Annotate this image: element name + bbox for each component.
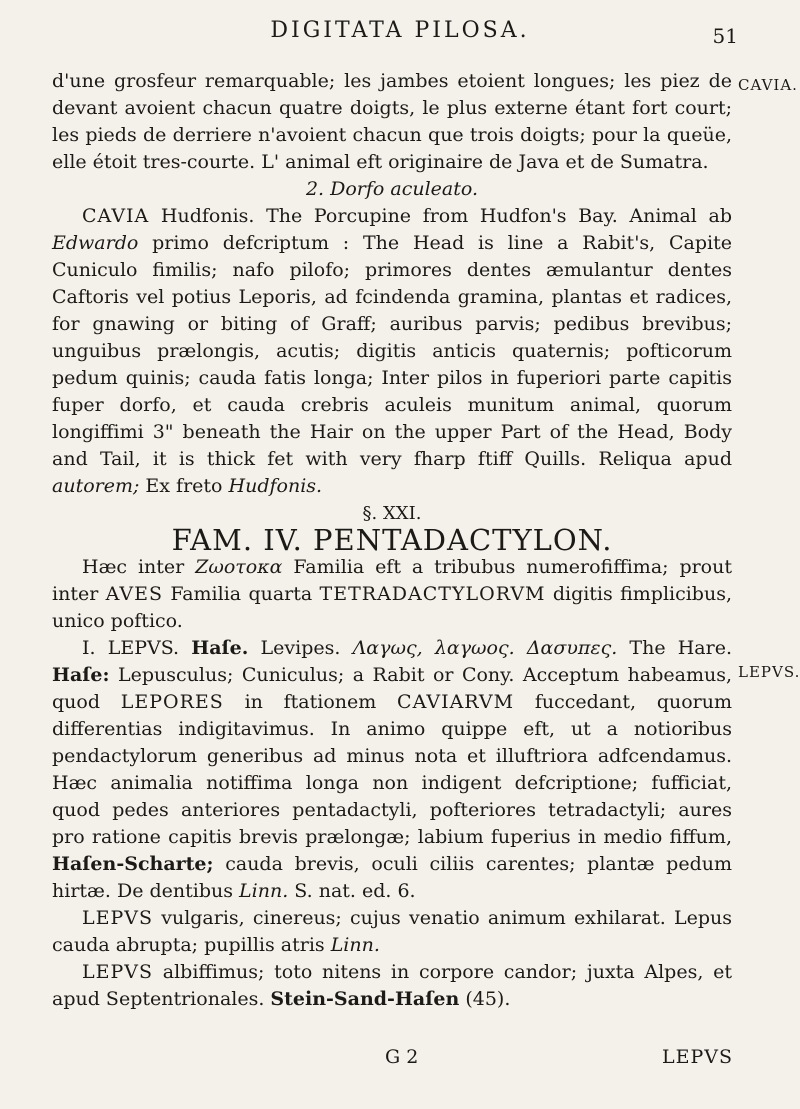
lepus-heading: I. LEPVS. bbox=[82, 637, 180, 659]
margin-note-cavia: CAVIA. bbox=[738, 76, 798, 94]
cavia-text-2: primo defcriptum : The Head is line a Rabit's, Capite Cuniculo fimilis; nafo pilofo; primores dentes æmulantur dentes Caftoris vel potius Leporis, ad fcindenda gramina, plantas et radices, for gnawing or biting of Graff; auribus parvis; pedibus brevibus; unguibus prælongis, acutis; digitis anticis quaternis; pofticorum pedum quinis; cauda fatis longa; Inter pilos in fuperiori parte capitis fuper dorfo, et cauda crebris aculeis munitum animal, quorum longiffimi 3" beneath the Hair on the upper Part of the Head, Body and Tail, it is thick fet with very fharp ftiff Quills. Reliqua apud bbox=[52, 232, 732, 470]
paragraph-cavia bbox=[52, 203, 732, 500]
vulgaris-text: vulgaris, cinereus; cujus venatio animum exhilarat. Lepus cauda abrupta; pupillis atris bbox=[52, 907, 732, 956]
section-mark: §. XXI. bbox=[362, 503, 422, 524]
lepus-text-2: The Hare. bbox=[617, 637, 732, 659]
running-head: DIGITATA PILOSA. bbox=[270, 18, 530, 43]
tetra-term: TETRADACTYLORVM bbox=[319, 583, 546, 605]
margin-note-lepus: LEPVS. bbox=[738, 663, 800, 681]
fam-text-4: digitis fimplicibus, unico poftico. bbox=[52, 583, 733, 632]
signature-mark: G 2 bbox=[385, 1046, 419, 1068]
stein-sand-hasen-term: Stein-Sand-Haſen bbox=[270, 988, 460, 1010]
fam-text-2: Familia eft a tribubus numerofiffima; prout inter bbox=[52, 556, 732, 605]
vulgaris-lead: LEPVS bbox=[82, 907, 154, 929]
haſe-term: Haſe. bbox=[191, 637, 249, 659]
lepus-text-3: Lepusculus; Cuniculus; a Rabit or Cony. Acceptum habeamus, quod bbox=[52, 664, 732, 713]
edwardo-ref: Edwardo bbox=[52, 232, 139, 254]
lepus-text-4: in ftationem bbox=[223, 691, 398, 713]
body-text bbox=[52, 68, 732, 1013]
albissimus-text: albiffimus; toto nitens in corpore candor; juxta Alpes, et apud Septentrionales. bbox=[52, 961, 732, 1010]
albissimus-lead: LEPVS bbox=[82, 961, 154, 983]
page-number: 51 bbox=[712, 24, 738, 48]
paragraph-family bbox=[52, 554, 732, 635]
vulgaris-linn-ref: Linn. bbox=[330, 934, 380, 956]
lepus-text-7: S. nat. ed. 6. bbox=[288, 880, 416, 902]
greek-term: Ζωοτοκα bbox=[195, 556, 283, 578]
paragraph-lepus bbox=[52, 635, 732, 905]
catchword: LEPVS bbox=[662, 1046, 734, 1068]
haſe-term-2: Haſe: bbox=[52, 664, 110, 686]
lepus-text-6: cauda brevis, oculi ciliis carentes; plantæ pedum hirtæ. De dentibus bbox=[52, 853, 732, 902]
autorem-ref: autorem; bbox=[52, 475, 140, 497]
fam-text-1: Hæc inter bbox=[82, 556, 196, 578]
lepus-text-5: fuccedant, quorum differentias indigitavimus. In animo quippe eft, ut a notioribus pendactylorum generibus ad minus nota et illuftriora adfcendamus. Hæc animalia notiffima longa non indigent defcriptione; fufficiat, quod pedes anteriores pentadactyli, pofteriores tetradactyli; aures pro ratione capitis brevis prælongæ; labium fuperius in medio fiffum, bbox=[52, 691, 733, 848]
lepus-text-1: Levipes. bbox=[248, 637, 353, 659]
cavia-text-3: Ex freto bbox=[139, 475, 229, 497]
caviarum-term: CAVIARVM bbox=[397, 691, 515, 713]
aves-term: AVES bbox=[105, 583, 163, 605]
fam-text-3: Familia quarta bbox=[163, 583, 320, 605]
hudsonis-ref: Hudfonis. bbox=[228, 475, 323, 497]
albissimus-ref: (45). bbox=[459, 988, 511, 1010]
lepores-term: LEPORES bbox=[120, 691, 224, 713]
greek-lepus: Λαγως, λαγωος. Δασυπες. bbox=[352, 637, 618, 659]
cavia-lead: CAVIA bbox=[82, 205, 150, 227]
paragraph-albissimus bbox=[52, 959, 732, 1013]
item-heading: 2. Dorfo aculeato. bbox=[305, 178, 479, 200]
paragraph-intro: d'une grosfeur remarquable; les jambes etoient longues; les piez de devant avoient chacun quatre doigts, le plus externe étant fort court; les pieds de derriere n'avoient chacun que trois doigts; pour la queüe, elle étoit tres-courte. L' animal eft originaire de Java et de Sumatra. bbox=[52, 70, 732, 173]
cavia-text-1: Hudfonis. The Porcupine from Hudfon's Bay. Animal ab bbox=[149, 205, 732, 227]
linn-ref: Linn. bbox=[239, 880, 289, 902]
family-title: FAM. IV. PENTADACTYLON. bbox=[171, 523, 613, 557]
hasen-scharte-term: Haſen-Scharte; bbox=[52, 853, 214, 875]
paragraph-vulgaris bbox=[52, 905, 732, 959]
